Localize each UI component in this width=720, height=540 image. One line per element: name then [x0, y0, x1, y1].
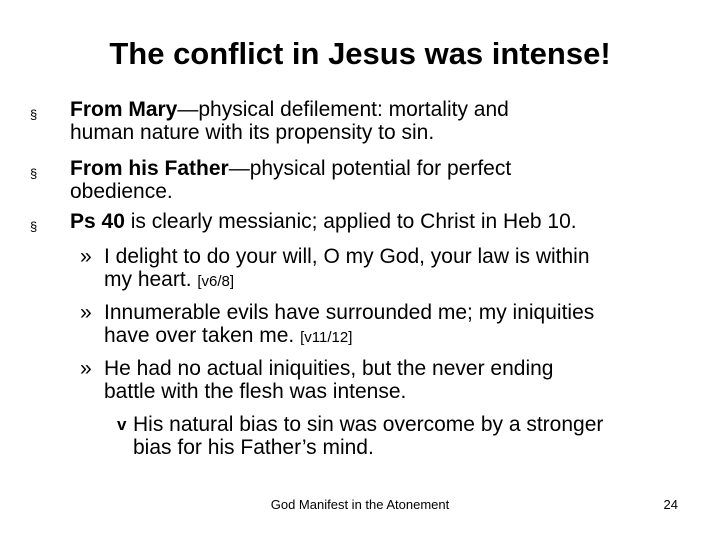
bullet-3-label: Ps 40 [70, 210, 125, 233]
bullet-1-line-2: human nature with its propensity to sin. [70, 121, 435, 144]
sub-bullet-2-line-1: Innumerable evils have surrounded me; my iniquities [104, 301, 595, 324]
sub-bullet-icon: » [80, 245, 92, 268]
bullet-1-line-1 [70, 98, 509, 121]
bullet-3-text: is clearly messianic; applied to Christ in Heb 10. [124, 210, 577, 233]
sub-bullet-1-line-1: I delight to do your will, O my God, your law is within [104, 245, 590, 268]
section-bullet-icon: § [30, 107, 38, 122]
diamond-bullet-icon: v [117, 415, 127, 434]
verse-reference: [v6/8] [197, 273, 235, 290]
page-number: 24 [663, 497, 678, 512]
sub-bullet-icon: » [80, 301, 92, 324]
sub-bullet-3-line-1: He had no actual iniquities, but the never ending [104, 357, 554, 380]
bullet-1-label: From Mary [70, 98, 178, 121]
verse-reference: [v11/12] [300, 329, 353, 346]
section-bullet-icon: § [30, 219, 38, 234]
sub-bullet-2-text: have over taken me. [104, 324, 301, 347]
sub-bullet-3-line-2: battle with the flesh was intense. [104, 380, 407, 403]
sub-bullet-icon: » [80, 357, 92, 380]
bullet-3-line-1 [70, 210, 577, 233]
footer-text: God Manifest in the Atonement [270, 497, 450, 512]
bullet-2-label: From his Father [70, 157, 229, 180]
sub-bullet-2-line-2 [104, 324, 352, 349]
bullet-2-text: —physical potential for perfect [228, 157, 512, 180]
section-bullet-icon: § [30, 166, 38, 181]
sub-bullet-1-text: my heart. [104, 268, 198, 291]
sub-sub-bullet-line-2: bias for his Father’s mind. [133, 436, 374, 459]
bullet-1-text: —physical defilement: mortality and [177, 98, 509, 121]
bullet-2-line-2: obedience. [70, 180, 173, 203]
sub-sub-bullet-line-1: His natural bias to sin was overcome by a stronger [133, 413, 604, 436]
bullet-2-line-1 [70, 157, 511, 180]
slide-title: The conflict in Jesus was intense! [109, 36, 611, 71]
sub-bullet-1-line-2 [104, 268, 234, 293]
